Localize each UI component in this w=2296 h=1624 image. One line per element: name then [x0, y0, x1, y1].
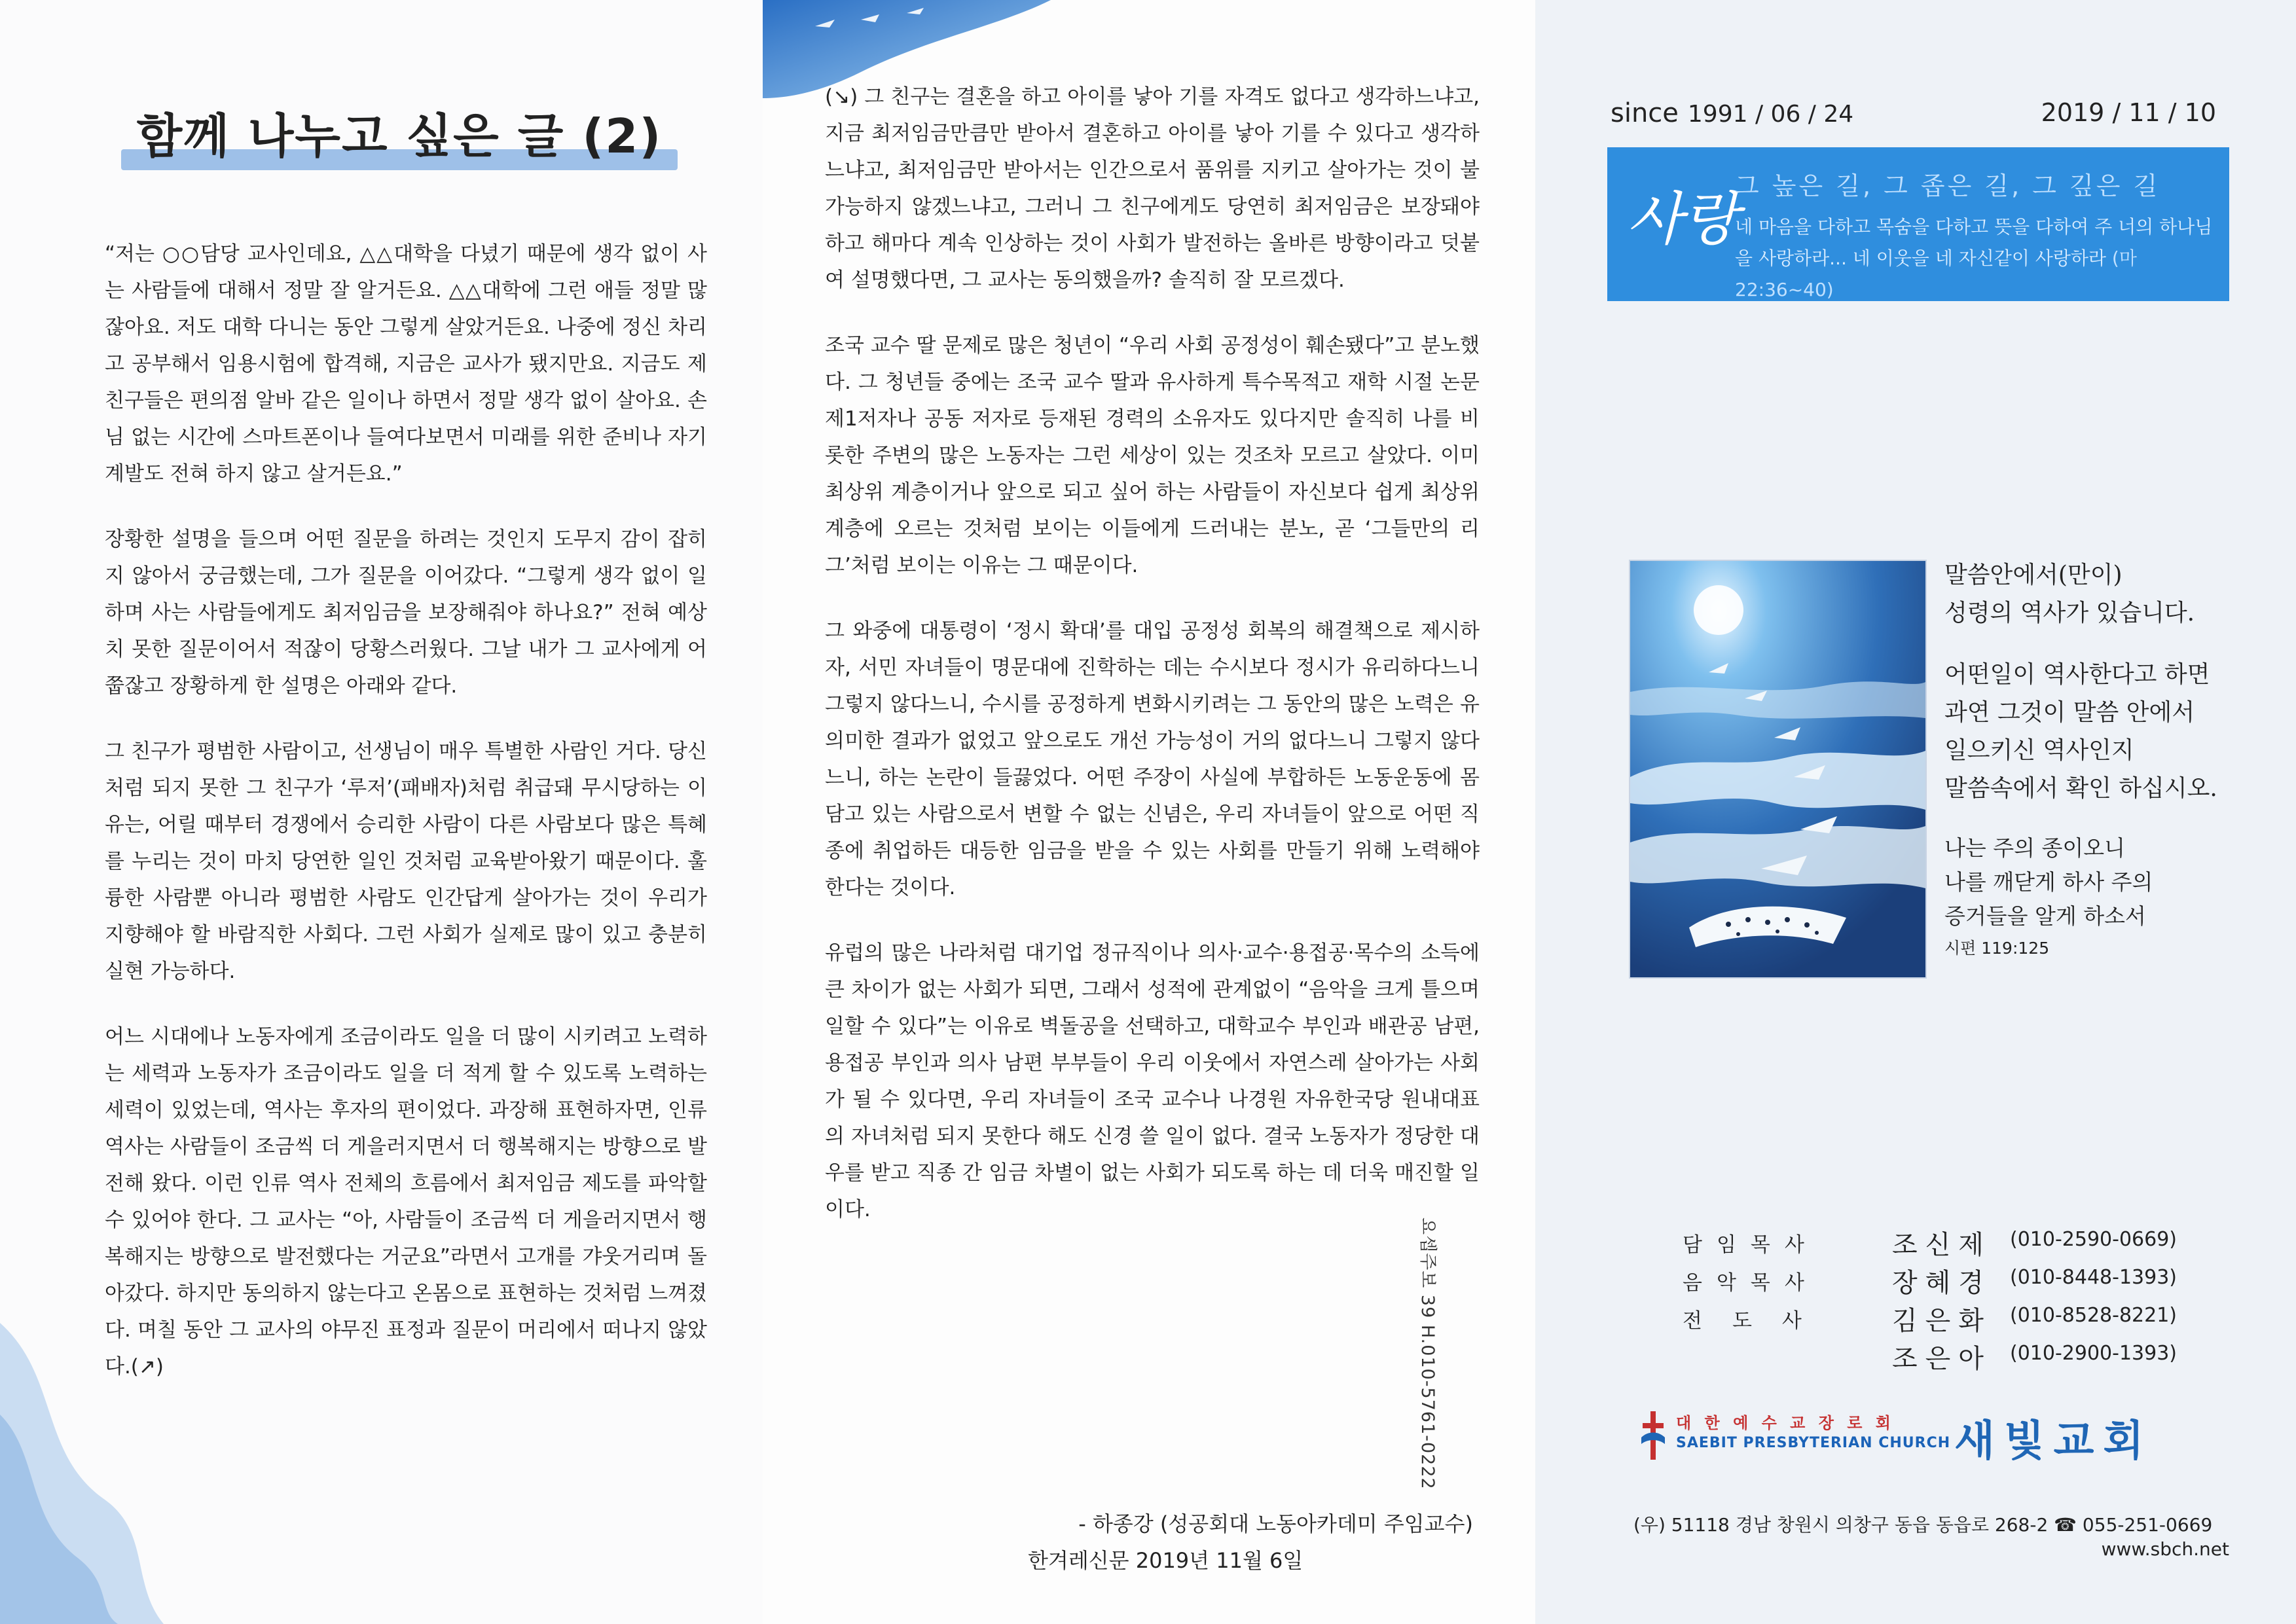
poem-line: 일으키신 역사인지 [1944, 737, 2134, 764]
staff-phone: (010-2900-1393) [2010, 1342, 2178, 1365]
poem-line: 성령의 역사가 있습니다. [1944, 600, 2195, 626]
staff-name: 김은화 [1892, 1306, 1992, 1336]
poem-line: 말씀안에서(만이) [1944, 562, 2123, 588]
banner-verse-text: 네 마음을 다하고 목숨을 다하고 뜻을 다하여 주 너의 하나님을 사랑하라... 네 이웃을 네 자신같이 사랑하라 [1735, 216, 2213, 269]
verse-line: 증거들을 알게 하소서 [1944, 903, 2146, 929]
article-byline [995, 1506, 1473, 1579]
paragraph: 그 친구가 평범한 사람이고, 선생님이 매우 특별한 사람인 거다. 당신처럼 되지 못한 그 친구가 ‘루저’(패배자)처럼 취급돼 무시당하는 이유는, 어릴 때부터 경쟁에서 승리한 사람이 다른 사람보다 많은 특혜를 누리는 것이 마치 당연한 일인 것처럼 교육받아왔기 때문이다. 훌륭한 사람뿐 아니라 평범한 사람도 인간답게 살아가는 것이 우리가 지향해야 할 바람직한 사회다. 그런 사회가 실제로 많이 있고 충분히 실현 가능하다. [105, 740, 707, 983]
poem-line: 말씀속에서 확인 하십시오. [1944, 775, 2217, 802]
paragraph: 장황한 설명을 들으며 어떤 질문을 하려는 것인지 도무지 감이 잡히지 않아서 궁금했는데, 그가 질문을 이어갔다. “그렇게 생각 없이 일하며 사는 사람들에게도 최저임금을 보장해줘야 하나요?” 전혀 예상치 못한 질문이어서 적잖이 당황스러웠다. 그날 내가 그 교사에게 어쭙잖고 장황하게 한 설명은 아래와 같다. [105, 528, 707, 698]
side-note: 요셉주보 39 H.010-5761-0222 [1417, 1218, 1438, 1490]
staff-phone: (010-8528-8221) [2010, 1304, 2178, 1327]
scripture-verse [1944, 831, 2232, 964]
since-value: 1991 / 06 / 24 [1687, 101, 1854, 128]
staff-phone: (010-8448-1393) [2010, 1266, 2178, 1289]
paragraph: 조국 교수 딸 문제로 많은 청년이 “우리 사회 공정성이 훼손됐다”고 분노했다. 그 청년들 중에는 조국 교수 딸과 유사하게 특수목적고 재학 시절 논문 제1저자나 공동 저자로 등재된 경력의 소유자도 있다지만 솔직히 나를 비롯한 주변의 많은 노동자는 그런 세상이 있는 것조차 모르고 살았다. 이미 최상위 계층이거나 앞으로 되고 싶어 하는 사람들이 자신보다 쉽게 최상위 계층에 오르는 것처럼 보이는 이들에게 드러내는 분노, 곧 ‘그들만의 리그’처럼 보이는 이유는 그 때문이다. [825, 334, 1480, 577]
verse-reference: 시편 119:125 [1944, 939, 2050, 958]
article-title-block [121, 98, 678, 183]
staff-row [1683, 1300, 2232, 1338]
poem-block [1944, 656, 2232, 808]
banner-verse-ref: (마 22:36~40) [1735, 247, 2137, 300]
church-logo-icon [1640, 1411, 1666, 1460]
banner-tagline: 그 높은 길, 그 좁은 길, 그 깊은 길 [1735, 171, 2160, 200]
article-title: 함께 나누고 싶은 글 (2) [136, 109, 663, 164]
church-brand [1640, 1407, 2229, 1466]
staff-row [1683, 1262, 2232, 1300]
poem-line: 어떤일이 역사한다고 하면 [1944, 661, 2210, 688]
staff-name: 장혜경 [1892, 1268, 1992, 1298]
staff-role: 전도사 [1683, 1309, 1832, 1333]
church-address: (우) 51118 경남 창원시 의창구 동읍 동읍로 268-2 ☎ 055-251-0669 [1633, 1514, 2213, 1536]
since-label: since [1611, 98, 1679, 128]
byline-source: 한겨레신문 2019년 11월 6일 [1028, 1548, 1303, 1573]
church-name: 새빛교회 [1954, 1417, 2153, 1466]
paragraph: 어느 시대에나 노동자에게 조금이라도 일을 더 많이 시키려고 노력하는 세력과 노동자가 조금이라도 일을 더 적게 할 수 있도록 노력하는 세력이 있었는데, 역사는 후자의 편이었다. 과장해 표현하자면, 인류 역사는 사람들이 조금씩 더 게을러지면서 더 행복해지는 방향으로 발전해 왔다. 이런 인류 역사 전체의 흐름에서 최저임금 제도를 파악할 수 있어야 한다. 그 교사는 “아, 사람들이 조금씩 더 게을러지면서 행복해지는 방향으로 발전했다는 거군요”라면서 고개를 갸웃거리며 돌아갔다. 하지만 동의하지 않는다고 온몸으로 표현하는 것처럼 느껴졌다. 며칠 동안 그 교사의 야무진 표정과 질문이 머리에서 떠나지 않았다.(↗) [105, 1025, 707, 1379]
church-website: www.sbch.net [2101, 1538, 2229, 1560]
paragraph: 유럽의 많은 나라처럼 대기업 정규직이나 의사·교수·용접공·목수의 소득에 큰 차이가 없는 사회가 되면, 그래서 성적에 관계없이 “음악을 크게 틀으며 일할 수 있다”는 이유로 벽돌공을 선택하고, 대학교수 부인과 배관공 남편, 용접공 부인과 의사 남편 부부들이 우리 이웃에서 자연스레 살아가는 사회가 될 수 있다면, 우리 자녀들이 조국 교수나 나경원 자유한국당 원내대표의 자녀처럼 되지 못한다 해도 신경 쓸 일이 없다. 결국 노동자가 정당한 대우를 받고 직종 간 임금 차별이 없는 사회가 되도록 하는 데 더욱 매진할 일이다. [825, 941, 1480, 1221]
staff-name: 조은아 [1892, 1344, 1992, 1374]
poem-line: 과연 그것이 말씀 안에서 [1944, 699, 2195, 726]
staff-role: 담임목사 [1683, 1233, 1819, 1257]
painting-image [1630, 561, 1925, 977]
banner-logo: 사랑 [1627, 185, 1739, 253]
byline-author: - 하종강 (성공회대 노동아카데미 주임교수) [1078, 1511, 1473, 1536]
staff-name: 조신제 [1892, 1230, 1992, 1260]
staff-role: 음악목사 [1683, 1271, 1819, 1295]
cover-painting [1629, 560, 1927, 979]
left-panel [0, 0, 763, 1624]
paragraph: 그 와중에 대통령이 ‘정시 확대’를 대입 공정성 회복의 해결책으로 제시하자, 서민 자녀들이 명문대에 진학하는 데는 수시보다 정시가 유리하다느니 그렇지 않다느니, 수시를 공정하게 변화시키려는 그 동안의 많은 노력은 유의미한 결과가 없었고 앞으로도 개선 가능성이 거의 없다느니 그렇지 않다느니, 하는 논란이 들끓었다. 어떤 주장이 사실에 부합하든 노동운동에 몸담고 있는 사람으로서 변할 수 없는 신념은, 우리 자녀들이 앞으로 어떤 직종에 취업하든 대등한 임금을 받을 수 있는 사회를 만들기 위해 노력해야 한다는 것이다. [825, 619, 1480, 899]
verse-line: 나는 주의 종이오니 [1944, 835, 2126, 861]
church-denomination: 대 한 예 수 교 장 로 회 [1676, 1414, 1895, 1432]
paragraph: “저는 ○○담당 교사인데요, △△대학을 다녔기 때문에 생각 없이 사는 사람들에 대해서 정말 잘 알거든요. △△대학에 그런 애들 정말 많잖아요. 저도 대학 다니는 동안 그렇게 살았거든요. 나중에 정신 차리고 공부해서 임용시험에 합격해, 지금은 교사가 됐지만요. 지금도 제 친구들은 편의점 알바 같은 일이나 하면서 정말 생각 없이 살아요. 손님 없는 시간에 스마트폰이나 들여다보면서 미래를 위한 준비나 자기 계발도 전혀 하지 않고 살거든요.” [105, 242, 707, 486]
staff-list [1683, 1224, 2232, 1376]
staff-row [1683, 1224, 2232, 1262]
banner-verse [1735, 211, 2219, 306]
staff-row [1683, 1338, 2232, 1376]
banner [1607, 147, 2229, 301]
left-article-text [105, 236, 707, 1414]
paragraph: (↘) 그 친구는 결혼을 하고 아이를 낳아 기를 자격도 없다고 생각하느냐고, 지금 최저임금만큼만 받아서 결혼하고 아이를 낳아 기를 수 있다고 생각하느냐고, 최저임금만 받아서는 인간으로서 품위를 지키고 살아가는 것이 불가능하지 않겠느냐고, 그러니 그 친구에게도 당연히 최저임금은 보장돼야 하고 해마다 계속 인상하는 것이 사회가 발전하는 올바른 방향이라고 덧붙여 설명했다면, 그 교사는 동의했을까? 솔직히 잘 모르겠다. [825, 85, 1480, 292]
middle-article-text [825, 79, 1480, 1257]
since-date [1611, 98, 1853, 128]
poem-block [1944, 556, 2232, 632]
church-english-name: SAEBIT PRESBYTERIAN CHURCH [1676, 1435, 1951, 1451]
poem-text [1944, 556, 2232, 964]
verse-line: 나를 깨닫게 하사 주의 [1944, 869, 2153, 895]
staff-phone: (010-2590-0669) [2010, 1228, 2178, 1251]
issue-date: 2019 / 11 / 10 [2041, 98, 2216, 127]
